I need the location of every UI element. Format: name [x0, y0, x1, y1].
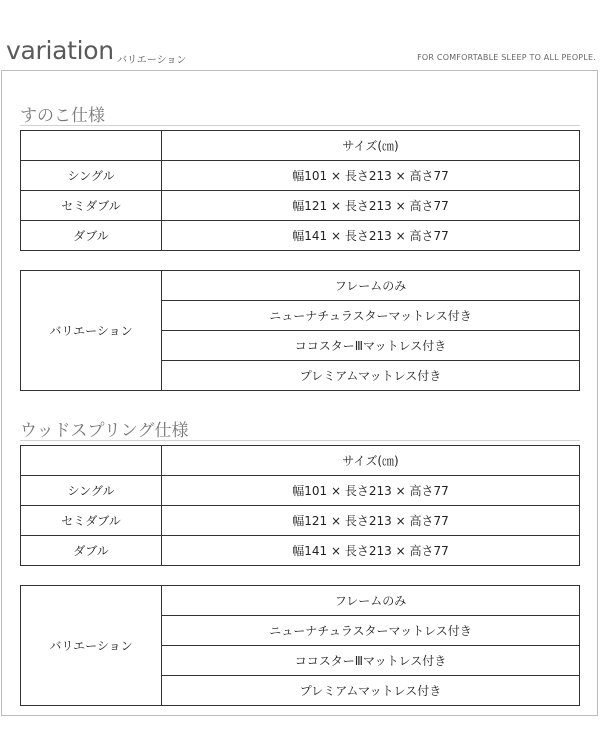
- variation-table-sunoko: [20, 270, 580, 391]
- table-row: [21, 221, 580, 251]
- size-value: 幅101 × 長さ213 × 高さ77: [162, 476, 580, 506]
- size-table-sunoko: [20, 130, 580, 251]
- variation-item: ココスターⅢマットレス付き: [162, 646, 580, 676]
- table-row: [21, 271, 580, 301]
- size-value: 幅141 × 長さ213 × 高さ77: [162, 221, 580, 251]
- variation-item: ココスターⅢマットレス付き: [162, 331, 580, 361]
- variation-item: ニューナチュラスターマットレス付き: [162, 301, 580, 331]
- size-table-wood-spring: [20, 445, 580, 566]
- size-header: サイズ(㎝): [162, 446, 580, 476]
- variation-table-wood-spring: [20, 585, 580, 706]
- tagline: FOR COMFORTABLE SLEEP TO ALL PEOPLE.: [417, 53, 596, 62]
- table-cell-empty: [21, 446, 162, 476]
- table-row: [21, 191, 580, 221]
- variation-label: バリエーション: [21, 586, 162, 706]
- page-header: [0, 0, 600, 70]
- table-row: [21, 506, 580, 536]
- page-subtitle: バリエーション: [117, 55, 187, 66]
- size-value: 幅141 × 長さ213 × 高さ77: [162, 536, 580, 566]
- section-heading-sunoko: すのこ仕様: [20, 106, 105, 126]
- size-value: 幅121 × 長さ213 × 高さ77: [162, 506, 580, 536]
- section-heading-wood-spring: ウッドスプリング仕様: [20, 421, 189, 441]
- page-title: variation: [6, 36, 114, 65]
- size-label: シングル: [21, 476, 162, 506]
- table-row: [21, 446, 580, 476]
- section-rule: [20, 125, 580, 126]
- table-row: [21, 131, 580, 161]
- section-rule: [20, 440, 580, 441]
- variation-item: フレームのみ: [162, 271, 580, 301]
- size-label: ダブル: [21, 536, 162, 566]
- table-row: [21, 161, 580, 191]
- variation-item: プレミアムマットレス付き: [162, 676, 580, 706]
- size-header: サイズ(㎝): [162, 131, 580, 161]
- variation-label: バリエーション: [21, 271, 162, 391]
- size-label: セミダブル: [21, 506, 162, 536]
- size-label: シングル: [21, 161, 162, 191]
- table-cell-empty: [21, 131, 162, 161]
- variation-item: ニューナチュラスターマットレス付き: [162, 616, 580, 646]
- table-row: [21, 586, 580, 616]
- table-row: [21, 476, 580, 506]
- size-label: ダブル: [21, 221, 162, 251]
- variation-item: プレミアムマットレス付き: [162, 361, 580, 391]
- size-value: 幅121 × 長さ213 × 高さ77: [162, 191, 580, 221]
- size-value: 幅101 × 長さ213 × 高さ77: [162, 161, 580, 191]
- size-label: セミダブル: [21, 191, 162, 221]
- variation-item: フレームのみ: [162, 586, 580, 616]
- table-row: [21, 536, 580, 566]
